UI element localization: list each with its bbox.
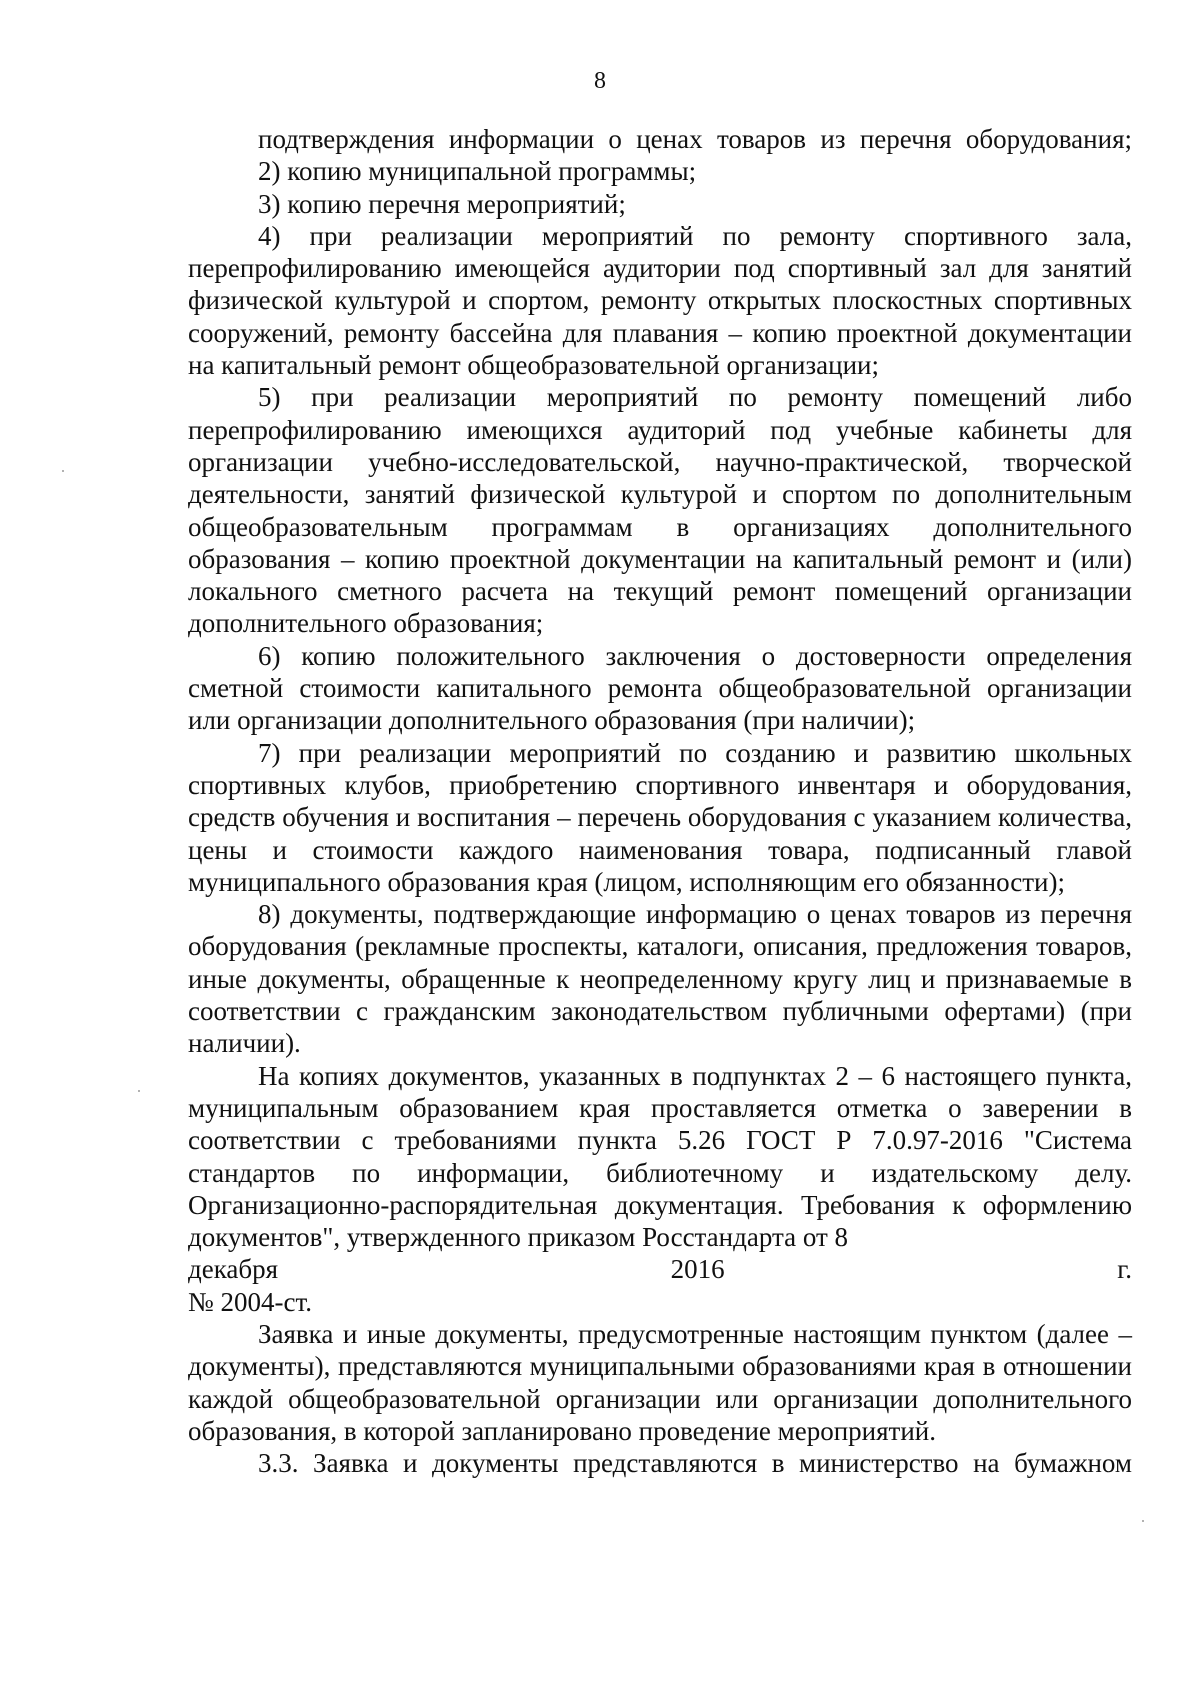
paragraph-item-3: 3) копию перечня мероприятий; (258, 188, 626, 219)
scan-speck (62, 470, 64, 472)
paragraph-continuation: подтверждения информации о ценах товаров из перечня оборудования; (258, 124, 1132, 154)
paragraph-item-4: 4) при реализации мероприятий по ремонту спортивного зала, перепрофилированию имеющейся аудитории под спортивный зал для занятий физической культурой и спортом, ремонту открытых плоскостных спортивных сооружений, ремонту бассейна для плавания – копию проектной документации на капитальный ремонт общеобразовательной организации; (188, 220, 1132, 381)
paragraph-item-2: 2) копию муниципальной программы; (258, 156, 697, 187)
paragraph-item-5: 5) при реализации мероприятий по ремонту помещений либо перепрофилированию имеющихся аудиторий под учебные кабинеты для организации учебно-исследовательской, научно-практической, творческой деятельности, занятий физической культурой и спортом по дополнительным общеобразовательным программам в организациях дополнительного образования – копию проектной документации на капитальный ремонт и (или) локального сметного расчета на текущий ремонт помещений организации дополнительного образования; (188, 382, 1132, 639)
paragraph-order-number: № 2004-ст. (188, 1286, 313, 1317)
paragraph-section-3-3: 3.3. Заявка и документы представляются в министерство на бумажном (258, 1448, 1132, 1479)
paragraph-copies-certification: На копиях документов, указанных в подпунктах 2 – 6 настоящего пункта, муниципальным образованием края проставляется отметка о заверении в соответствии с требованиями пункта 5.26 ГОСТ Р 7.0.97-2016 "Система стандартов по информации, библиотечному и издательскому делу. Организационно-распорядительная документация. Требования к оформлению документов", утвержденного приказом Росстандарта от 8 (188, 1060, 1132, 1253)
paragraph-application-documents: Заявка и иные документы, предусмотренные настоящим пунктом (далее – документы), представляются муниципальными образованиями края в отношении каждой общеобразовательной организации или организации дополнительного образования, в которой запланировано проведение мероприятий. (188, 1318, 1132, 1446)
scan-speck (1142, 1520, 1144, 1522)
paragraph-item-7: 7) при реализации мероприятий по созданию и развитию школьных спортивных клубов, приобретению спортивного инвентаря и оборудования, средств обучения и воспитания – перечень оборудования с указанием количества, цены и стоимости каждого наименования товара, подписанный главой муниципального образования края (лицом, исполняющим его обязанности); (188, 737, 1132, 897)
paragraph-item-6: 6) копию положительного заключения о достоверности определения сметной стоимости капитального ремонта общеобразовательной организации или организации дополнительного образования (при наличии); (188, 640, 1132, 736)
paragraph-date-line: декабря 2016 г. (188, 1254, 1132, 1285)
scan-speck (138, 1090, 140, 1092)
document-body (188, 123, 1132, 1479)
paragraph-item-8: 8) документы, подтверждающие информацию о ценах товаров из перечня оборудования (рекламные проспекты, каталоги, описания, предложения товаров, иные документы, обращенные к неопределенному кругу лиц и признаваемые в соответствии с гражданским законодательством публичными офертами) (при наличии). (188, 899, 1132, 1059)
page-number: 8 (594, 68, 606, 94)
